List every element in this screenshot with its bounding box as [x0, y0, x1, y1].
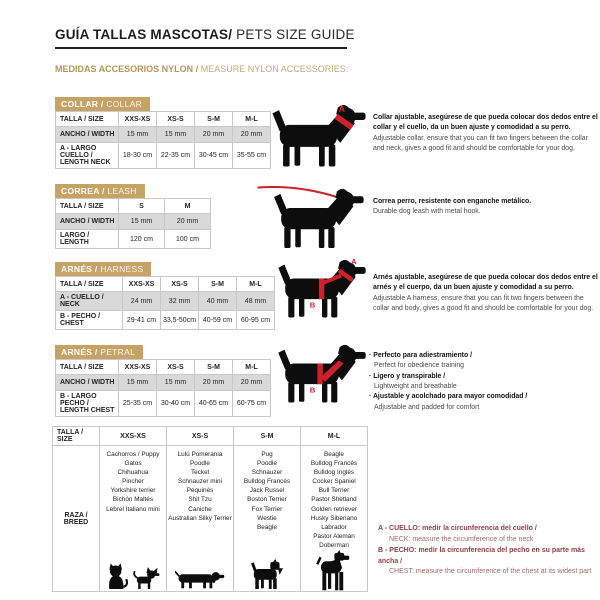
collar-badge-en: COLLAR [103, 99, 143, 109]
size-cell-value: 30-45 cm [195, 143, 233, 169]
size-column-header: S-M [199, 276, 237, 292]
breed-item: Beagle [324, 451, 344, 458]
dog-silhouette [272, 105, 365, 166]
cat-silhouette-icon [105, 562, 129, 589]
table-row [55, 375, 271, 391]
size-row-label-header: TALLA / SIZE [55, 111, 119, 127]
size-column-header: XS-S [157, 359, 195, 375]
page-title-es: GUÍA TALLAS MASCOTAS/ [55, 27, 233, 42]
breed-row-label: RAZA / BREED [52, 446, 100, 592]
page-subtitle [55, 64, 348, 74]
collar-desc-en: Adjustable collar, ensure that you can fit two fingers between the collar and neck, gives a good fit and should be comfortable for your dog. [373, 134, 588, 153]
petral-size-table [55, 359, 271, 417]
harness-desc-en: Adjustable A harness, ensure that you can fit two fingers between the collar and body, gives a good fit and should be comfortable for your dog. [373, 294, 594, 313]
harness-section-badge [55, 259, 151, 277]
breed-item: Cachorros / Puppy [106, 451, 160, 458]
boxer-silhouette-icon [316, 550, 351, 591]
breed-item: Schnauzer mini [177, 478, 223, 486]
size-cell-value: 18-30 cm [119, 143, 157, 169]
page-subtitle-es: MEDIDAS ACCESORIOS NYLON / [55, 64, 199, 74]
petral-bullet-1-es: · Perfecto para adiestramiento / [369, 351, 597, 361]
breed-item: Lebrel Italiano mini [106, 505, 160, 513]
breed-list-s-m [235, 450, 299, 532]
leash-description [373, 197, 599, 218]
breed-item: Doberman [319, 541, 349, 549]
dog-collar-illustration [270, 102, 368, 167]
table-row [55, 143, 271, 169]
petral-section-badge [55, 342, 143, 360]
size-cell-value: 35-55 cm [233, 143, 271, 169]
harness-badge-es: ARNÉS / [61, 264, 98, 274]
size-cell-value: 40 mm [199, 292, 237, 311]
size-row-label: A - LARGO CUELLO / LENGTH NECK [55, 143, 119, 169]
petral-badge-en: PETRAL [97, 347, 136, 357]
size-column-header: XXS-XS [119, 111, 157, 127]
breed-column-s-m [234, 446, 301, 592]
size-cell-value: 32 mm [161, 292, 199, 311]
size-cell-value: 20 mm [195, 375, 233, 391]
harness-size-table [55, 276, 275, 330]
breed-column-xs-s [167, 446, 234, 592]
size-cell-value: 100 cm [165, 230, 211, 249]
size-cell-value: 60-95 cm [237, 311, 275, 330]
size-column-header: M-L [237, 276, 275, 292]
size-cell-value: 40-65 cm [195, 391, 233, 417]
size-column-header: M-L [233, 111, 271, 127]
size-cell-value: 20 mm [195, 127, 233, 143]
collar-description [373, 113, 599, 154]
breed-item: Pug [261, 451, 273, 458]
size-cell-value: 15 mm [119, 127, 157, 143]
collar-section-badge [55, 94, 150, 112]
leash-section-badge [55, 181, 145, 199]
breed-item: Bulldog Francés [310, 460, 358, 468]
table-row [55, 230, 211, 249]
leash-desc-es: Correa perro, resistente con enganche metálico. [373, 198, 532, 205]
size-column-header: XS-S [157, 111, 195, 127]
dog-harness-illustration [276, 257, 368, 318]
harness-marker-a: A [351, 257, 357, 266]
breed-item: Husky Siberiano [310, 514, 358, 522]
petral-badge-es: ARNÉS / [61, 347, 98, 357]
page-title-en: PETS SIZE GUIDE [232, 27, 355, 42]
size-cell-value: 15 mm [157, 375, 195, 391]
size-column-header: M-L [233, 359, 271, 375]
harness-marker-b: B [309, 300, 316, 310]
dachshund-silhouette-icon [175, 570, 224, 589]
breed-item: Fox Terrier [251, 505, 283, 513]
size-cell-value: 20 mm [233, 375, 271, 391]
breed-table-body [52, 446, 368, 592]
breed-item: Pastor Shetland [311, 496, 357, 504]
size-cell-value: 20 mm [233, 127, 271, 143]
breed-item: Schnauzer [251, 469, 283, 477]
terrier-silhouette-icon [251, 559, 284, 589]
harness-badge-en: HARNESS [97, 264, 144, 274]
size-cell-value: 20 mm [165, 214, 211, 230]
size-row-label: LARGO / LENGTH [55, 230, 119, 249]
breed-item: Bulldog Inglés [313, 469, 355, 477]
breed-item: Bull Terrier [318, 487, 350, 495]
size-cell-value: 15 mm [157, 127, 195, 143]
leash-badge-es: CORREA / [61, 186, 105, 196]
harness-desc-es: Arnés ajustable, asegúrese de que pueda colocar dos dedos entre el arnés y el cuerpo, da un buen ajuste y comodidad a su perro. [373, 274, 598, 292]
size-cell-value: 15 mm [119, 214, 165, 230]
breed-item: Jack Russel [249, 487, 285, 495]
size-column-header: S-M [195, 359, 233, 375]
breed-table [52, 426, 368, 592]
harness-description [373, 273, 599, 314]
size-row-label: ANCHO / WIDTH [55, 214, 119, 230]
size-cell-value: 30-40 cm [157, 391, 195, 417]
breed-item: Caniche [188, 505, 212, 513]
size-row-label: A - CUELLO / NECK [55, 292, 123, 311]
table-row [55, 391, 271, 417]
breed-item: Shit Tzu [188, 496, 212, 504]
size-cell-value: 40-59 cm [199, 311, 237, 330]
breed-list-xxs-xs [101, 450, 165, 514]
dog-silhouette [274, 189, 364, 248]
breed-item: Poodle [190, 460, 210, 468]
breed-item: Australian Silky Terrier [168, 514, 232, 522]
size-cell-value: 60-75 cm [233, 391, 271, 417]
size-column-header: XXS-XS [100, 426, 167, 446]
table-header-row [55, 111, 271, 127]
collar-size-table [55, 111, 271, 169]
size-column-header: S-M [195, 111, 233, 127]
leash-badge-en: LEASH [104, 186, 137, 196]
petral-bullet-3-es: · Ajustable y acolchado para mayor comodidad / [369, 392, 597, 402]
petral-bullet-2-es: · Ligero y transpirable / [369, 372, 597, 382]
size-row-label: ANCHO / WIDTH [55, 375, 119, 391]
size-column-header: XS-S [161, 276, 199, 292]
table-header-row [55, 198, 211, 214]
breed-item: Gatos [124, 460, 142, 468]
page-title [55, 27, 355, 49]
size-row-label-header: TALLA / SIZE [55, 359, 119, 375]
size-row-label-header: TALLA / SIZE [55, 276, 123, 292]
petral-features-list [369, 351, 597, 413]
size-column-header: XS-S [167, 426, 234, 446]
breed-item: Poodle [257, 460, 277, 468]
petral-bullet-1-en: Perfect for obedience training [374, 362, 465, 370]
dog-leash-illustration [256, 186, 366, 249]
size-column-header: M-L [301, 426, 368, 446]
petral-bullet-3-en: Adjustable and padded for comfort [374, 403, 480, 411]
breed-item: Westie [257, 514, 277, 522]
petral-bullet-2-en: Lightweight and breathable [374, 383, 457, 391]
breed-column-m-l [301, 446, 368, 592]
size-row-label-header: TALLA / SIZE [55, 198, 119, 214]
size-cell-value: 29-41 cm [123, 311, 161, 330]
size-cell-value: 48 mm [237, 292, 275, 311]
breed-item: Beagle [257, 523, 277, 531]
breed-column-xxs-xs [100, 446, 167, 592]
chihuahua-silhouette-icon [132, 567, 161, 589]
breed-item: Teckel [190, 469, 210, 477]
size-cell-value: 22-35 cm [157, 143, 195, 169]
note-chest-es: B - PECHO: medir la circunferencia del pecho en su parte más ancha / [378, 546, 585, 565]
size-column-header: S [119, 198, 165, 214]
collar-desc-es: Collar ajustable, asegúrese de que pueda colocar dos dedos entre el collar y el cuello, da un buen ajuste y comodidad a su perro. [373, 114, 598, 132]
table-row [55, 292, 275, 311]
leash-size-table [55, 198, 211, 249]
breed-item: Bulldog Francés [243, 478, 291, 486]
breed-table-header [52, 426, 368, 446]
petral-marker-b: B [309, 385, 316, 395]
size-cell-value: 15 mm [119, 375, 157, 391]
table-header-row [55, 276, 275, 292]
breed-item: Pastor Alemán [313, 532, 355, 540]
size-row-label-header: TALLA / SIZE [52, 426, 100, 446]
breed-list-xs-s [168, 450, 232, 523]
page-subtitle-en: MEASURE NYLON ACCESSORIES: [198, 64, 349, 74]
size-column-header: XXS-XS [119, 359, 157, 375]
red-petral-body-strap [317, 363, 322, 384]
note-neck-es: A - CUELLO: medir la circunferencia del cuello / [378, 525, 537, 532]
size-column-header: XXS-XS [123, 276, 161, 292]
breed-item: Pequinés [186, 487, 214, 495]
size-row-label: B - PECHO / CHEST [55, 311, 123, 330]
leash-desc-en: Durable dog leash with metal hook. [373, 208, 481, 216]
size-row-label: B - LARGO PECHO / LENGTH CHEST [55, 391, 119, 417]
dog-petral-illustration [276, 342, 368, 403]
table-row [55, 127, 271, 143]
note-neck-en: NECK: measure the circumference of the neck [389, 535, 534, 543]
size-cell-value: 24 mm [123, 292, 161, 311]
note-chest-en: CHEST: measure the circumference of the chest at its widest part [389, 568, 592, 576]
breed-list-m-l [302, 450, 366, 550]
breed-item: Lulú Pomerania [177, 451, 223, 458]
size-column-header: S-M [234, 426, 301, 446]
collar-badge-es: COLLAR / [61, 99, 104, 109]
size-cell-value: 25-35 cm [119, 391, 157, 417]
breed-item: Golden retriever [311, 505, 357, 513]
breed-item: Yorkshire terrier [110, 487, 156, 495]
measuring-notes [378, 524, 596, 578]
table-header-row [52, 426, 368, 446]
size-cell-value: 33,5-50cm [161, 311, 199, 330]
breed-item: Bichón Maltés [112, 496, 154, 504]
size-cell-value: 120 cm [119, 230, 165, 249]
size-column-header: M [165, 198, 211, 214]
breed-item: Cocker Spaniel [312, 478, 356, 486]
table-row [55, 214, 211, 230]
breed-item: Chihuahua [117, 469, 149, 477]
breed-item: Boston Terrier [247, 496, 287, 504]
size-row-label: ANCHO / WIDTH [55, 127, 119, 143]
table-header-row [55, 359, 271, 375]
red-leash-line [258, 187, 340, 198]
table-row [55, 311, 275, 330]
breed-item: Pincher [122, 478, 144, 486]
collar-marker-a: A [338, 103, 346, 114]
breed-item: Labrador [321, 523, 347, 531]
